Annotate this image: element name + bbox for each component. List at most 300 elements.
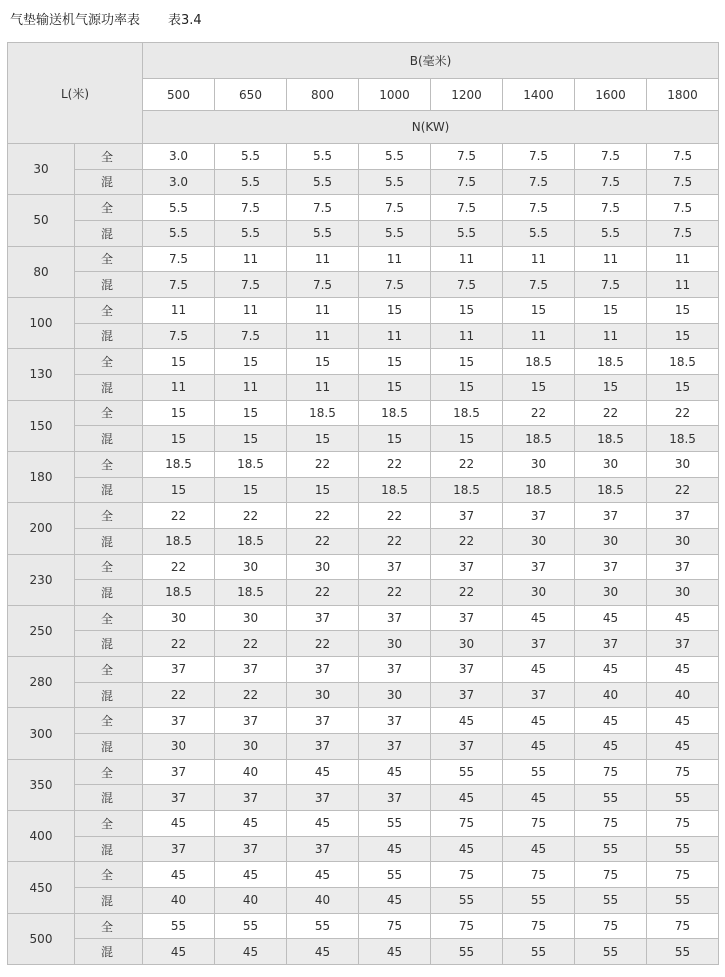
table-row bbox=[8, 323, 719, 349]
value-cell: 18.5 bbox=[575, 349, 647, 375]
value-cell: 22 bbox=[359, 580, 431, 606]
table-row bbox=[8, 400, 719, 426]
value-cell: 18.5 bbox=[503, 426, 575, 452]
value-cell: 40 bbox=[575, 682, 647, 708]
power-table bbox=[7, 42, 719, 965]
value-cell: 15 bbox=[215, 426, 287, 452]
width-header-cell: 1600 bbox=[575, 79, 647, 111]
table-row bbox=[8, 759, 719, 785]
type-cell-mixed: 混 bbox=[75, 477, 143, 503]
table-row bbox=[8, 913, 719, 939]
value-cell: 55 bbox=[575, 785, 647, 811]
type-cell-mixed: 混 bbox=[75, 682, 143, 708]
value-cell: 15 bbox=[647, 374, 719, 400]
value-cell: 15 bbox=[431, 374, 503, 400]
value-cell: 22 bbox=[287, 631, 359, 657]
value-cell: 5.5 bbox=[431, 220, 503, 246]
value-cell: 30 bbox=[575, 580, 647, 606]
value-cell: 18.5 bbox=[143, 580, 215, 606]
value-cell: 37 bbox=[359, 734, 431, 760]
value-cell: 40 bbox=[143, 888, 215, 914]
value-cell: 40 bbox=[647, 682, 719, 708]
value-cell: 7.5 bbox=[359, 272, 431, 298]
value-cell: 18.5 bbox=[359, 400, 431, 426]
value-cell: 55 bbox=[359, 811, 431, 837]
value-cell: 55 bbox=[503, 939, 575, 965]
value-cell: 75 bbox=[647, 913, 719, 939]
type-cell-full: 全 bbox=[75, 862, 143, 888]
value-cell: 15 bbox=[431, 297, 503, 323]
value-cell: 75 bbox=[575, 811, 647, 837]
value-cell: 37 bbox=[431, 682, 503, 708]
type-cell-full: 全 bbox=[75, 811, 143, 837]
value-cell: 75 bbox=[431, 913, 503, 939]
value-cell: 37 bbox=[215, 836, 287, 862]
value-cell: 18.5 bbox=[575, 426, 647, 452]
value-cell: 18.5 bbox=[215, 451, 287, 477]
value-cell: 45 bbox=[359, 939, 431, 965]
value-cell: 37 bbox=[431, 605, 503, 631]
value-cell: 18.5 bbox=[143, 451, 215, 477]
value-cell: 5.5 bbox=[287, 169, 359, 195]
table-row bbox=[8, 836, 719, 862]
value-cell: 15 bbox=[143, 426, 215, 452]
table-row bbox=[8, 195, 719, 221]
value-cell: 55 bbox=[647, 785, 719, 811]
table-row bbox=[8, 220, 719, 246]
value-cell: 37 bbox=[143, 785, 215, 811]
value-cell: 22 bbox=[359, 451, 431, 477]
value-cell: 75 bbox=[431, 811, 503, 837]
value-cell: 15 bbox=[287, 477, 359, 503]
table-row bbox=[8, 631, 719, 657]
type-cell-mixed: 混 bbox=[75, 785, 143, 811]
value-cell: 5.5 bbox=[143, 195, 215, 221]
value-cell: 7.5 bbox=[575, 195, 647, 221]
value-cell: 37 bbox=[647, 503, 719, 529]
length-cell: 250 bbox=[8, 605, 75, 656]
value-cell: 45 bbox=[215, 811, 287, 837]
value-cell: 55 bbox=[647, 888, 719, 914]
value-cell: 45 bbox=[215, 862, 287, 888]
value-cell: 37 bbox=[503, 631, 575, 657]
col-group-label: B(毫米) bbox=[143, 43, 719, 79]
length-cell: 200 bbox=[8, 503, 75, 554]
value-cell: 15 bbox=[647, 297, 719, 323]
value-cell: 37 bbox=[215, 785, 287, 811]
table-row bbox=[8, 580, 719, 606]
value-cell: 11 bbox=[575, 246, 647, 272]
value-cell: 37 bbox=[143, 657, 215, 683]
value-cell: 7.5 bbox=[647, 144, 719, 170]
table-row bbox=[8, 297, 719, 323]
value-cell: 30 bbox=[503, 580, 575, 606]
value-cell: 30 bbox=[647, 451, 719, 477]
value-cell: 45 bbox=[575, 605, 647, 631]
value-cell: 11 bbox=[143, 374, 215, 400]
type-cell-full: 全 bbox=[75, 759, 143, 785]
value-cell: 45 bbox=[143, 939, 215, 965]
value-cell: 7.5 bbox=[575, 272, 647, 298]
value-cell: 7.5 bbox=[431, 169, 503, 195]
value-cell: 55 bbox=[359, 862, 431, 888]
value-cell: 30 bbox=[215, 734, 287, 760]
value-cell: 37 bbox=[287, 785, 359, 811]
value-cell: 15 bbox=[647, 323, 719, 349]
type-cell-full: 全 bbox=[75, 144, 143, 170]
value-cell: 30 bbox=[287, 554, 359, 580]
value-cell: 22 bbox=[503, 400, 575, 426]
value-cell: 7.5 bbox=[215, 195, 287, 221]
value-cell: 45 bbox=[503, 734, 575, 760]
value-cell: 45 bbox=[647, 657, 719, 683]
value-cell: 22 bbox=[287, 580, 359, 606]
type-cell-mixed: 混 bbox=[75, 426, 143, 452]
type-cell-mixed: 混 bbox=[75, 169, 143, 195]
value-cell: 7.5 bbox=[143, 272, 215, 298]
length-cell: 180 bbox=[8, 451, 75, 502]
value-cell: 45 bbox=[503, 605, 575, 631]
value-cell: 40 bbox=[287, 888, 359, 914]
value-cell: 37 bbox=[287, 734, 359, 760]
width-header-cell: 500 bbox=[143, 79, 215, 111]
value-cell: 37 bbox=[503, 503, 575, 529]
value-cell: 5.5 bbox=[143, 220, 215, 246]
value-cell: 55 bbox=[575, 939, 647, 965]
value-cell: 45 bbox=[359, 759, 431, 785]
value-cell: 30 bbox=[503, 451, 575, 477]
value-cell: 75 bbox=[503, 811, 575, 837]
value-cell: 45 bbox=[143, 811, 215, 837]
value-cell: 11 bbox=[575, 323, 647, 349]
table-row bbox=[8, 349, 719, 375]
value-cell: 5.5 bbox=[215, 220, 287, 246]
value-cell: 5.5 bbox=[215, 169, 287, 195]
width-header-cell: 1800 bbox=[647, 79, 719, 111]
length-cell: 100 bbox=[8, 297, 75, 348]
value-cell: 7.5 bbox=[503, 272, 575, 298]
table-row bbox=[8, 528, 719, 554]
value-cell: 22 bbox=[359, 503, 431, 529]
value-cell: 55 bbox=[143, 913, 215, 939]
table-row bbox=[8, 554, 719, 580]
value-cell: 7.5 bbox=[431, 272, 503, 298]
length-cell: 80 bbox=[8, 246, 75, 297]
table-row bbox=[8, 862, 719, 888]
type-cell-full: 全 bbox=[75, 297, 143, 323]
value-cell: 37 bbox=[359, 657, 431, 683]
value-cell: 18.5 bbox=[503, 477, 575, 503]
value-cell: 15 bbox=[287, 426, 359, 452]
value-cell: 37 bbox=[431, 734, 503, 760]
value-cell: 45 bbox=[287, 862, 359, 888]
table-row bbox=[8, 605, 719, 631]
value-cell: 30 bbox=[431, 631, 503, 657]
type-cell-mixed: 混 bbox=[75, 580, 143, 606]
value-cell: 37 bbox=[287, 605, 359, 631]
table-row bbox=[8, 734, 719, 760]
value-cell: 3.0 bbox=[143, 169, 215, 195]
value-cell: 37 bbox=[287, 708, 359, 734]
value-cell: 7.5 bbox=[647, 169, 719, 195]
value-cell: 55 bbox=[431, 759, 503, 785]
table-row bbox=[8, 169, 719, 195]
type-cell-mixed: 混 bbox=[75, 323, 143, 349]
width-header-cell: 1200 bbox=[431, 79, 503, 111]
type-cell-full: 全 bbox=[75, 451, 143, 477]
value-cell: 45 bbox=[575, 734, 647, 760]
type-cell-mixed: 混 bbox=[75, 734, 143, 760]
value-cell: 75 bbox=[647, 759, 719, 785]
value-cell: 45 bbox=[647, 734, 719, 760]
value-cell: 55 bbox=[215, 913, 287, 939]
value-cell: 7.5 bbox=[647, 220, 719, 246]
length-cell: 150 bbox=[8, 400, 75, 451]
value-cell: 18.5 bbox=[647, 426, 719, 452]
width-header-cell: 1400 bbox=[503, 79, 575, 111]
value-cell: 18.5 bbox=[431, 400, 503, 426]
value-cell: 30 bbox=[575, 451, 647, 477]
value-cell: 55 bbox=[647, 836, 719, 862]
value-cell: 7.5 bbox=[215, 323, 287, 349]
value-cell: 37 bbox=[431, 657, 503, 683]
value-cell: 11 bbox=[287, 374, 359, 400]
value-cell: 7.5 bbox=[287, 195, 359, 221]
value-cell: 37 bbox=[359, 785, 431, 811]
value-cell: 11 bbox=[287, 246, 359, 272]
value-cell: 37 bbox=[647, 631, 719, 657]
value-cell: 75 bbox=[647, 862, 719, 888]
value-cell: 11 bbox=[647, 272, 719, 298]
value-cell: 55 bbox=[575, 888, 647, 914]
value-cell: 37 bbox=[575, 503, 647, 529]
value-cell: 15 bbox=[143, 400, 215, 426]
type-cell-mixed: 混 bbox=[75, 836, 143, 862]
value-cell: 18.5 bbox=[143, 528, 215, 554]
type-cell-mixed: 混 bbox=[75, 272, 143, 298]
length-cell: 50 bbox=[8, 195, 75, 246]
value-cell: 7.5 bbox=[431, 144, 503, 170]
value-cell: 30 bbox=[215, 554, 287, 580]
value-cell: 11 bbox=[359, 246, 431, 272]
value-cell: 45 bbox=[287, 939, 359, 965]
value-cell: 15 bbox=[359, 349, 431, 375]
value-cell: 75 bbox=[575, 862, 647, 888]
type-cell-mixed: 混 bbox=[75, 528, 143, 554]
width-header-cell: 650 bbox=[215, 79, 287, 111]
value-cell: 45 bbox=[431, 785, 503, 811]
value-cell: 15 bbox=[215, 477, 287, 503]
value-cell: 55 bbox=[503, 759, 575, 785]
value-cell: 11 bbox=[215, 297, 287, 323]
value-cell: 37 bbox=[359, 554, 431, 580]
value-cell: 18.5 bbox=[359, 477, 431, 503]
table-row bbox=[8, 811, 719, 837]
value-cell: 22 bbox=[431, 580, 503, 606]
value-cell: 11 bbox=[215, 374, 287, 400]
value-cell: 30 bbox=[143, 605, 215, 631]
value-cell: 30 bbox=[215, 605, 287, 631]
value-cell: 45 bbox=[647, 605, 719, 631]
type-cell-mixed: 混 bbox=[75, 939, 143, 965]
value-cell: 18.5 bbox=[647, 349, 719, 375]
value-cell: 5.5 bbox=[215, 144, 287, 170]
table-row bbox=[8, 374, 719, 400]
length-cell: 130 bbox=[8, 349, 75, 400]
value-cell: 7.5 bbox=[143, 323, 215, 349]
caption-title: 气垫输送机气源功率表 bbox=[10, 13, 141, 28]
value-cell: 22 bbox=[359, 528, 431, 554]
value-cell: 18.5 bbox=[215, 528, 287, 554]
value-cell: 7.5 bbox=[359, 195, 431, 221]
value-cell: 37 bbox=[287, 836, 359, 862]
value-cell: 55 bbox=[287, 913, 359, 939]
type-cell-full: 全 bbox=[75, 246, 143, 272]
value-cell: 15 bbox=[431, 349, 503, 375]
value-cell: 45 bbox=[431, 836, 503, 862]
type-cell-mixed: 混 bbox=[75, 374, 143, 400]
type-cell-full: 全 bbox=[75, 195, 143, 221]
value-cell: 15 bbox=[575, 297, 647, 323]
value-cell: 45 bbox=[287, 759, 359, 785]
type-cell-mixed: 混 bbox=[75, 888, 143, 914]
type-cell-full: 全 bbox=[75, 349, 143, 375]
width-header-cell: 800 bbox=[287, 79, 359, 111]
table-row bbox=[8, 888, 719, 914]
value-cell: 15 bbox=[431, 426, 503, 452]
value-cell: 15 bbox=[503, 297, 575, 323]
value-cell: 45 bbox=[359, 836, 431, 862]
value-cell: 15 bbox=[143, 477, 215, 503]
value-cell: 30 bbox=[287, 682, 359, 708]
value-cell: 18.5 bbox=[575, 477, 647, 503]
value-cell: 18.5 bbox=[431, 477, 503, 503]
value-cell: 37 bbox=[143, 708, 215, 734]
value-cell: 11 bbox=[431, 246, 503, 272]
value-cell: 37 bbox=[359, 605, 431, 631]
value-cell: 75 bbox=[359, 913, 431, 939]
value-cell: 22 bbox=[431, 451, 503, 477]
type-cell-full: 全 bbox=[75, 913, 143, 939]
value-cell: 22 bbox=[215, 631, 287, 657]
value-cell: 22 bbox=[215, 503, 287, 529]
value-cell: 45 bbox=[215, 939, 287, 965]
value-cell: 55 bbox=[503, 888, 575, 914]
value-cell: 15 bbox=[143, 349, 215, 375]
value-cell: 22 bbox=[575, 400, 647, 426]
value-cell: 15 bbox=[575, 374, 647, 400]
value-cell: 45 bbox=[503, 836, 575, 862]
width-header-cell: 1000 bbox=[359, 79, 431, 111]
value-cell: 7.5 bbox=[503, 144, 575, 170]
value-cell: 7.5 bbox=[431, 195, 503, 221]
value-cell: 45 bbox=[287, 811, 359, 837]
value-cell: 75 bbox=[575, 759, 647, 785]
value-cell: 30 bbox=[359, 631, 431, 657]
value-cell: 30 bbox=[647, 580, 719, 606]
value-cell: 37 bbox=[143, 759, 215, 785]
value-cell: 75 bbox=[647, 811, 719, 837]
value-cell: 15 bbox=[215, 349, 287, 375]
value-cell: 75 bbox=[503, 913, 575, 939]
table-row bbox=[8, 682, 719, 708]
value-cell: 55 bbox=[431, 888, 503, 914]
value-cell: 22 bbox=[287, 528, 359, 554]
value-cell: 45 bbox=[359, 888, 431, 914]
table-row bbox=[8, 451, 719, 477]
value-cell: 5.5 bbox=[287, 144, 359, 170]
value-cell: 37 bbox=[503, 554, 575, 580]
value-cell: 37 bbox=[287, 657, 359, 683]
value-cell: 22 bbox=[143, 631, 215, 657]
value-cell: 18.5 bbox=[215, 580, 287, 606]
value-cell: 45 bbox=[575, 657, 647, 683]
value-cell: 18.5 bbox=[503, 349, 575, 375]
value-cell: 37 bbox=[359, 708, 431, 734]
value-cell: 11 bbox=[431, 323, 503, 349]
value-cell: 15 bbox=[359, 297, 431, 323]
value-cell: 11 bbox=[215, 246, 287, 272]
value-cell: 45 bbox=[575, 708, 647, 734]
value-cell: 7.5 bbox=[647, 195, 719, 221]
value-cell: 55 bbox=[431, 939, 503, 965]
value-cell: 30 bbox=[503, 528, 575, 554]
value-cell: 5.5 bbox=[359, 169, 431, 195]
value-cell: 7.5 bbox=[287, 272, 359, 298]
length-cell: 230 bbox=[8, 554, 75, 605]
value-cell: 22 bbox=[287, 503, 359, 529]
value-cell: 55 bbox=[575, 836, 647, 862]
value-cell: 7.5 bbox=[575, 169, 647, 195]
table-body bbox=[8, 144, 719, 965]
value-cell: 37 bbox=[575, 631, 647, 657]
value-cell: 5.5 bbox=[503, 220, 575, 246]
length-cell: 300 bbox=[8, 708, 75, 759]
type-cell-mixed: 混 bbox=[75, 631, 143, 657]
value-cell: 37 bbox=[503, 682, 575, 708]
value-cell: 7.5 bbox=[215, 272, 287, 298]
type-cell-full: 全 bbox=[75, 708, 143, 734]
type-cell-full: 全 bbox=[75, 657, 143, 683]
value-cell: 30 bbox=[575, 528, 647, 554]
type-cell-full: 全 bbox=[75, 554, 143, 580]
value-cell: 5.5 bbox=[575, 220, 647, 246]
value-cell: 37 bbox=[143, 836, 215, 862]
table-row bbox=[8, 144, 719, 170]
value-cell: 7.5 bbox=[575, 144, 647, 170]
value-cell: 30 bbox=[143, 734, 215, 760]
value-cell: 37 bbox=[647, 554, 719, 580]
value-cell: 22 bbox=[215, 682, 287, 708]
length-cell: 280 bbox=[8, 657, 75, 708]
unit-label: N(KW) bbox=[143, 111, 719, 144]
value-cell: 11 bbox=[647, 246, 719, 272]
value-cell: 75 bbox=[575, 913, 647, 939]
value-cell: 22 bbox=[431, 528, 503, 554]
value-cell: 7.5 bbox=[143, 246, 215, 272]
table-row bbox=[8, 939, 719, 965]
type-cell-full: 全 bbox=[75, 605, 143, 631]
value-cell: 22 bbox=[143, 554, 215, 580]
value-cell: 75 bbox=[503, 862, 575, 888]
value-cell: 15 bbox=[215, 400, 287, 426]
table-row bbox=[8, 785, 719, 811]
value-cell: 7.5 bbox=[503, 169, 575, 195]
value-cell: 15 bbox=[287, 349, 359, 375]
value-cell: 15 bbox=[359, 374, 431, 400]
value-cell: 45 bbox=[503, 657, 575, 683]
length-cell: 450 bbox=[8, 862, 75, 913]
